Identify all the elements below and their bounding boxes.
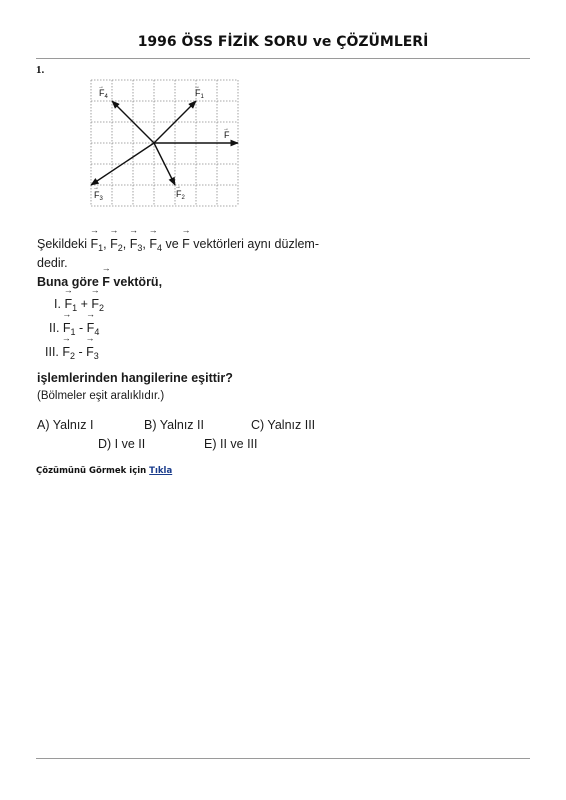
- label-f: F: [224, 130, 230, 140]
- item-1: I. → $F_1$ + → $F_2$: [54, 297, 104, 313]
- question-note: (Bölmeler eşit aralıklıdır.): [37, 390, 165, 402]
- question-ask: işlemlerinden hangilerine eşittir?: [37, 371, 233, 385]
- solution-link[interactable]: Tıkla: [149, 466, 173, 476]
- vector-figure: [84, 76, 244, 211]
- bottom-divider: [36, 758, 530, 759]
- label-f4: $F_4$: [99, 88, 108, 100]
- question-prompt: Buna göre → F vektörü,: [37, 275, 162, 289]
- svg-text:→: →: [175, 184, 181, 190]
- question-intro-line2: dedir.: [37, 256, 68, 270]
- solution-link-line: [36, 466, 172, 476]
- svg-text:→: →: [194, 84, 200, 90]
- svg-text:→: →: [98, 84, 104, 90]
- svg-text:→: →: [223, 126, 229, 132]
- top-divider: [36, 58, 530, 59]
- choice-b: B) Yalnız II: [144, 418, 204, 432]
- page-title: 1996 ÖSS FİZİK SORU ve ÇÖZÜMLERİ: [137, 34, 429, 50]
- label-f2: $F_2$: [176, 189, 185, 201]
- label-f1: $F_1$: [195, 88, 204, 100]
- vector-grid-diagram: [84, 76, 244, 211]
- item-3: III. → $F_2$ - → $F_3$: [45, 345, 99, 361]
- question-intro-line1: Şekildeki → $F_1$, → $F_2$, → $F_3$, → $F_4$ ve → F vektörleri aynı düzlem-: [37, 237, 319, 253]
- choice-c: C) Yalnız III: [251, 418, 316, 432]
- choice-a: A) Yalnız I: [37, 418, 94, 432]
- choice-e: E) II ve III: [204, 437, 258, 451]
- item-2: II. → $F_1$ - → $F_4$: [49, 321, 99, 337]
- question-number: 1.: [36, 64, 45, 76]
- solution-link-prefix: Çözümünü Görmek için: [36, 466, 150, 476]
- choice-d: D) I ve II: [98, 437, 146, 451]
- label-f3: $F_3$: [94, 190, 103, 202]
- svg-text:→: →: [93, 185, 99, 191]
